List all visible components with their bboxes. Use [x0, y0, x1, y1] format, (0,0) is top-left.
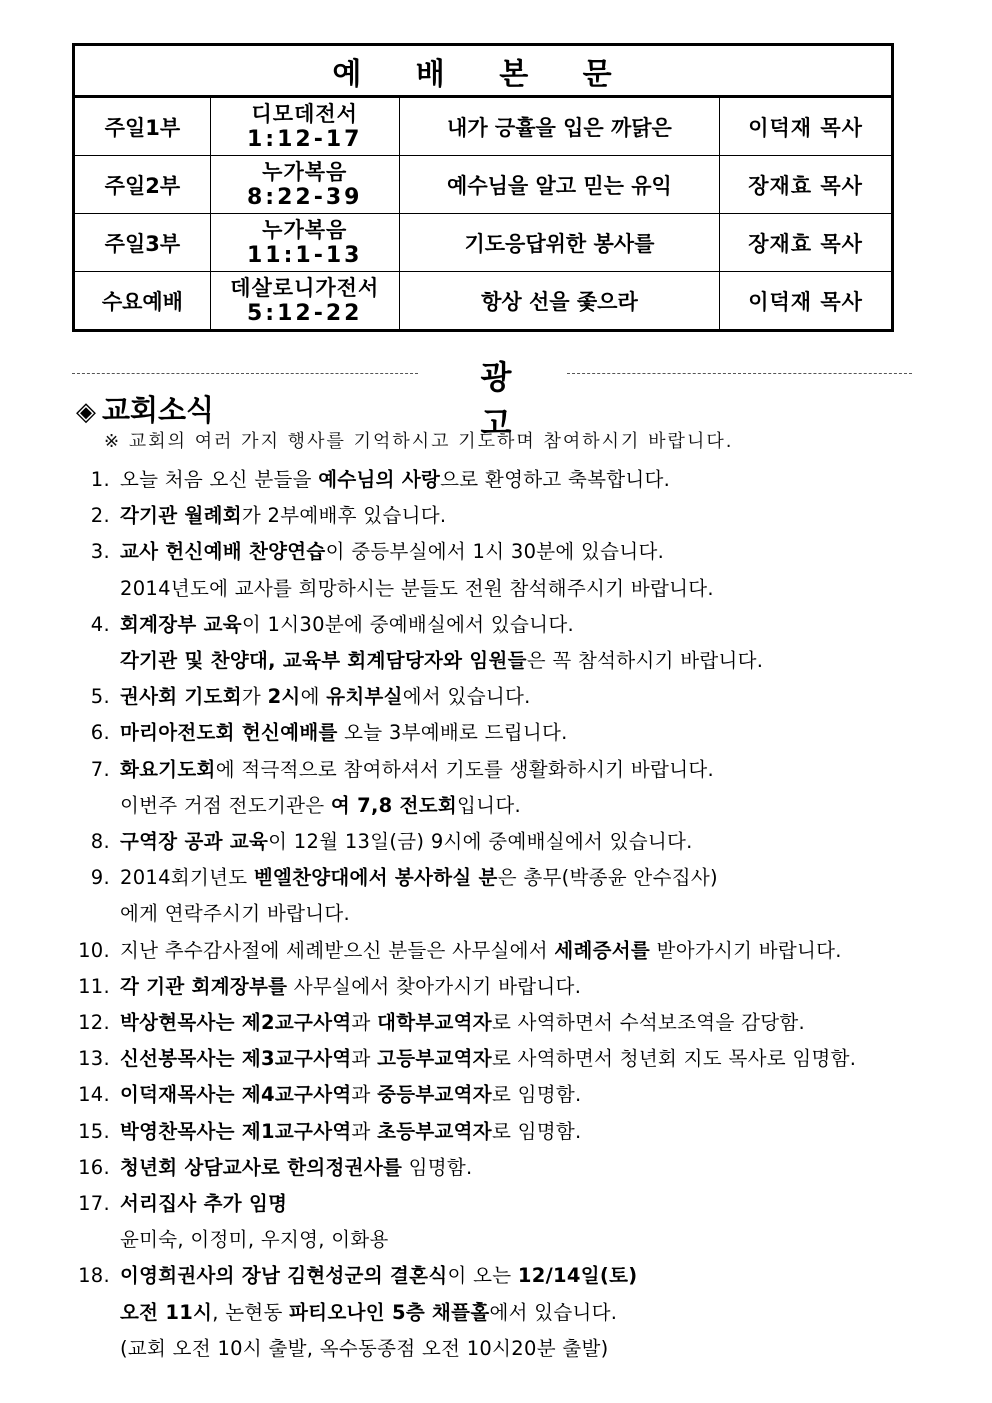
item-text-segment: 가 2부예배후 있습니다. [241, 504, 447, 528]
item-text [72, 462, 952, 498]
scripture-book: 디모데전서 [251, 101, 358, 126]
item-text-bold: 청년회 상담교사로 한의정권사를 [120, 1155, 403, 1179]
announcement-item [72, 1186, 952, 1222]
item-number: 12. [78, 1011, 110, 1035]
item-text-segment: 에서 있습니다. [402, 685, 531, 709]
preacher-name: 이덕재 목사 [720, 97, 893, 156]
item-text [72, 498, 952, 534]
item-text-bold: 구역장 공과 교육 [120, 830, 269, 854]
item-number: 7. [90, 757, 110, 781]
sermon-title: 예수님을 알고 믿는 유익 [399, 156, 720, 214]
item-text-segment: 로 임명함. [491, 1119, 582, 1143]
item-text [72, 607, 952, 643]
item-text-bold: 서리집사 추가 임명 [120, 1192, 288, 1216]
item-text-bold: 회계장부 교육 [120, 612, 242, 636]
announcements-title: 광 고 [480, 358, 548, 442]
item-text-segment: 은 총무(박종윤 안수집사) [497, 866, 718, 890]
worship-row [74, 156, 893, 214]
item-text-bold: 각기관 월례회 [120, 504, 242, 528]
item-text [72, 1041, 952, 1077]
announcement-item [72, 679, 952, 715]
item-text-bold: 각 기관 회계장부를 [120, 974, 288, 998]
announcement-item [72, 1005, 952, 1041]
item-text [72, 1258, 952, 1294]
church-news-heading [76, 388, 214, 429]
item-text-segment: 이번주 거점 전도기관은 [120, 793, 331, 817]
item-text-segment: 과 [351, 1047, 378, 1071]
item-text-bold: 파티오나인 5층 채플홀 [289, 1300, 490, 1324]
item-text-bold: 초등부교역자 [377, 1119, 492, 1143]
item-text [72, 643, 952, 679]
item-text [72, 571, 952, 607]
item-text-bold: 2시 [267, 685, 301, 709]
item-text-bold: 박영찬목사는 제1교구사역 [120, 1119, 352, 1143]
item-text-bold: 대학부교역자 [377, 1011, 492, 1035]
item-text-segment: 에 적극적으로 참여하셔서 기도를 생활화하시기 바랍니다. [215, 757, 714, 781]
item-text-segment: 지난 추수감사절에 세례받으신 분들은 사무실에서 [120, 938, 555, 962]
item-text-bold: 여 7,8 전도회 [330, 793, 458, 817]
item-text [72, 824, 952, 860]
item-number: 10. [78, 938, 110, 962]
item-text-segment: 로 임명함. [491, 1083, 582, 1107]
item-text-segment: 2014회기년도 [120, 866, 254, 890]
item-number: 11. [78, 974, 110, 998]
item-text-bold: 중등부교역자 [377, 1083, 492, 1107]
preacher-name: 이덕재 목사 [720, 272, 893, 331]
announcement-item-continuation [72, 788, 952, 824]
item-text-bold: 예수님의 사랑 [318, 468, 441, 491]
item-text-segment: 받아가시기 바랍니다. [650, 938, 842, 962]
item-text-bold: 고등부교역자 [377, 1047, 492, 1071]
item-text-segment: 에 [300, 685, 327, 709]
item-number: 6. [90, 721, 110, 745]
item-text-bold: 이영희권사의 장남 김현성군의 결혼식 [120, 1264, 448, 1288]
service-name: 주일3부 [74, 214, 211, 272]
announcement-item [72, 1150, 952, 1186]
sermon-title: 항상 선을 좇으라 [399, 272, 720, 331]
item-text-bold: 권사회 기도회 [120, 685, 242, 709]
announcement-item [72, 462, 952, 498]
item-text-segment: 에게 연락주시기 바랍니다. [120, 902, 351, 926]
announcement-item [72, 824, 952, 860]
church-news-title: 교회소식 [102, 393, 215, 427]
sermon-title: 내가 긍휼을 입은 까닭은 [399, 97, 720, 156]
item-text [72, 715, 952, 751]
item-number: 17. [78, 1192, 110, 1216]
item-text-segment: 은 꼭 참석하시기 바랍니다. [526, 649, 764, 673]
divider-line-left [72, 373, 418, 374]
item-text-bold: 오전 11시 [120, 1300, 213, 1324]
sermon-title: 기도응답위한 봉사를 [399, 214, 720, 272]
announcement-item [72, 969, 952, 1005]
item-text-bold: 세례증서를 [554, 938, 651, 962]
item-text [72, 1186, 952, 1222]
item-text-segment: 이 오는 [447, 1264, 518, 1288]
announcement-item-continuation [72, 571, 952, 607]
worship-table-title: 예 배 본 문 [74, 45, 893, 97]
diamond-icon: ◈ [76, 397, 96, 427]
item-text [72, 860, 952, 896]
announcement-item [72, 498, 952, 534]
item-number: 4. [90, 612, 110, 636]
item-number: 15. [78, 1119, 110, 1143]
worship-row [74, 97, 893, 156]
item-text [72, 752, 952, 788]
item-text-bold: 유치부실 [326, 685, 403, 709]
item-text-segment: 이 1시30분에 중예배실에서 있습니다. [241, 612, 574, 636]
scripture-book: 데살로니가전서 [230, 275, 380, 300]
scripture-book: 누가복음 [262, 159, 348, 184]
item-text [72, 969, 952, 1005]
item-text-bold: 각기관 및 찬양대, 교육부 회계담당자와 임원들 [120, 649, 527, 673]
item-text-segment: 오늘 처음 오신 분들을 [120, 468, 319, 491]
scripture-book: 누가복음 [262, 217, 348, 242]
church-news-note: ※ 교회의 여러 가지 행사를 기억하시고 기도하며 참여하시기 바랍니다. [104, 431, 734, 452]
item-text-segment: 임명함. [402, 1155, 473, 1179]
announcement-list [72, 462, 952, 1367]
item-text [72, 1331, 952, 1367]
scripture-reference [210, 272, 399, 331]
item-number: 2. [90, 504, 110, 528]
item-text-segment: 2014년도에 교사를 희망하시는 분들도 전원 참석해주시기 바랍니다. [120, 576, 714, 600]
item-text-segment: 윤미숙, 이정미, 우지영, 이화용 [120, 1228, 389, 1252]
item-text-bold: 마리아전도회 헌신예배를 [120, 721, 338, 745]
service-name: 주일2부 [74, 156, 211, 214]
item-text-segment: 가 [241, 685, 268, 709]
item-text-segment: 이 중등부실에서 1시 30분에 있습니다. [325, 540, 665, 564]
item-text [72, 1222, 952, 1258]
item-text-bold: 교사 헌신예배 찬양연습 [120, 540, 326, 564]
item-text-segment: 오늘 3부예배로 드립니다. [337, 721, 568, 745]
item-text-segment: , 논현동 [212, 1300, 290, 1324]
announcement-item-continuation [72, 1331, 952, 1367]
announcement-item-continuation [72, 1295, 952, 1331]
item-text [72, 1077, 952, 1113]
item-text [72, 788, 952, 824]
item-text [72, 534, 952, 570]
announcement-item [72, 860, 952, 896]
scripture-reference [210, 156, 399, 214]
item-number: 8. [90, 830, 110, 854]
item-text-segment: 과 [351, 1119, 378, 1143]
item-text-segment: (교회 오전 10시 출발, 옥수동종점 오전 10시20분 출발) [120, 1336, 609, 1360]
item-text [72, 679, 952, 715]
item-number: 1. [90, 468, 110, 491]
item-text [72, 1005, 952, 1041]
item-number: 16. [78, 1155, 110, 1179]
announcement-item [72, 715, 952, 751]
item-number: 9. [90, 866, 110, 890]
item-text-segment: 사무실에서 찾아가시기 바랍니다. [287, 974, 582, 998]
worship-row [74, 214, 893, 272]
item-text [72, 1295, 952, 1331]
announcement-item [72, 1077, 952, 1113]
item-text-segment: 이 12월 13일(금) 9시에 중예배실에서 있습니다. [268, 830, 693, 854]
announcement-item-continuation [72, 643, 952, 679]
item-text-bold: 벧엘찬양대에서 봉사하실 분 [253, 866, 498, 890]
item-number: 13. [78, 1047, 110, 1071]
preacher-name: 장재효 목사 [720, 214, 893, 272]
item-text-segment: 과 [351, 1011, 378, 1035]
worship-row [74, 272, 893, 331]
item-text [72, 1150, 952, 1186]
preacher-name: 장재효 목사 [720, 156, 893, 214]
item-number: 5. [90, 685, 110, 709]
item-text [72, 1114, 952, 1150]
item-text-bold: 화요기도회 [120, 757, 216, 781]
scripture-verse: 11:1-13 [247, 242, 363, 268]
announcement-item [72, 1258, 952, 1294]
item-text [72, 933, 952, 969]
announcement-item-continuation [72, 1222, 952, 1258]
scripture-verse: 1:12-17 [247, 126, 363, 152]
announcement-item [72, 933, 952, 969]
item-text [72, 896, 952, 932]
scripture-verse: 8:22-39 [247, 184, 363, 210]
scripture-reference [210, 97, 399, 156]
announcement-item-continuation [72, 896, 952, 932]
announcement-item [72, 752, 952, 788]
scripture-verse: 5:12-22 [247, 300, 363, 326]
item-text-segment: 과 [351, 1083, 378, 1107]
item-number: 3. [90, 540, 110, 564]
announcement-item [72, 607, 952, 643]
worship-scripture-table [72, 43, 894, 332]
service-name: 주일1부 [74, 97, 211, 156]
item-text-bold: 신선봉목사는 제3교구사역 [120, 1047, 352, 1071]
item-text-segment: 에서 있습니다. [489, 1300, 618, 1324]
service-name: 수요예배 [74, 272, 211, 331]
item-text-segment: 입니다. [457, 793, 521, 817]
item-text-segment: 으로 환영하고 축복합니다. [440, 468, 671, 491]
item-text-segment: 로 사역하면서 수석보조역을 감당함. [491, 1011, 805, 1035]
divider-line-right [567, 373, 912, 374]
announcement-item [72, 1114, 952, 1150]
announcement-item [72, 1041, 952, 1077]
item-text-bold: 이덕재목사는 제4교구사역 [120, 1083, 352, 1107]
item-number: 18. [78, 1264, 110, 1288]
item-text-segment: 로 사역하면서 청년회 지도 목사로 임명함. [491, 1047, 857, 1071]
scripture-reference [210, 214, 399, 272]
item-number: 14. [78, 1083, 110, 1107]
item-text-bold: 박상현목사는 제2교구사역 [120, 1011, 352, 1035]
announcement-item [72, 534, 952, 570]
item-text-bold: 12/14일(토) [517, 1264, 638, 1288]
